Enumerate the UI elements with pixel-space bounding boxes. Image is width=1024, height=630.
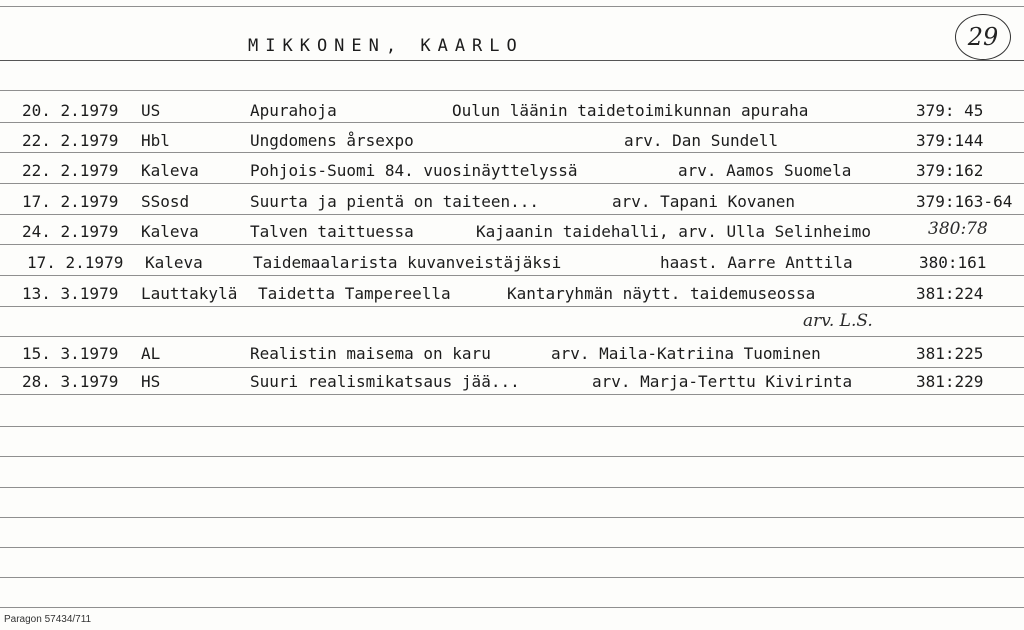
rule-line [0, 122, 1024, 123]
entry-date: 17. 2.1979 [22, 192, 119, 211]
entry-source: AL [141, 344, 161, 363]
rule-line [0, 244, 1024, 245]
entry-date: 20. 2.1979 [22, 101, 119, 120]
entry-date: 17. 2.1979 [27, 253, 124, 272]
rule-line [0, 275, 1024, 276]
entry-title: Suurta ja pientä on taiteen... [250, 192, 539, 211]
entry-date: 13. 3.1979 [22, 284, 119, 303]
entry-title: Taidemaalarista kuvanveistäjäksi [253, 253, 562, 272]
entry-ref: 380:161 [919, 253, 987, 272]
entry-ref: 379:163-64 [916, 192, 1013, 211]
entry-title: Apurahoja [250, 101, 337, 120]
rule-line [0, 367, 1024, 368]
entry-ref: 381:225 [916, 344, 984, 363]
rule-line [0, 152, 1024, 153]
entry-date: 22. 2.1979 [22, 131, 119, 150]
entry-source: HS [141, 372, 161, 391]
entry-note: haast. Aarre Anttila [660, 253, 853, 272]
entry-source: US [141, 101, 161, 120]
entry-title: Pohjois-Suomi 84. vuosinäyttelyssä [250, 161, 578, 180]
entry-ref: 379:144 [916, 131, 984, 150]
rule-line [0, 426, 1024, 427]
rule-line [0, 456, 1024, 457]
rule-line [0, 394, 1024, 395]
entry-date: 15. 3.1979 [22, 344, 119, 363]
entry-ref: 381:224 [916, 284, 984, 303]
entry-source: Kaleva [141, 161, 199, 180]
entry-source: Kaleva [141, 222, 199, 241]
entry-ref-handwritten: 380:78 [928, 219, 988, 239]
rule-line [0, 60, 1024, 61]
rule-line [0, 607, 1024, 608]
entry-note: Oulun läänin taidetoimikunnan apuraha [452, 101, 809, 120]
card-footer: Paragon 57434/711 [4, 614, 92, 625]
entry-source: Hbl [141, 131, 170, 150]
entry-source: Lauttakylä [141, 284, 238, 303]
rule-line [0, 547, 1024, 548]
entry-source: Kaleva [145, 253, 203, 272]
entry-title: Talven taittuessa [250, 222, 414, 241]
rule-line [0, 336, 1024, 337]
entry-note: Kantaryhmän näytt. taidemuseossa [507, 284, 816, 303]
entry-title: Taidetta Tampereella [258, 284, 451, 303]
entry-note: arv. Aamos Suomela [678, 161, 852, 180]
entry-source: SSosd [141, 192, 190, 211]
entry-date: 22. 2.1979 [22, 161, 119, 180]
entry-title: Ungdomens årsexpo [250, 131, 414, 150]
rule-line [0, 183, 1024, 184]
rule-line [0, 306, 1024, 307]
rule-line [0, 487, 1024, 488]
handwritten-note: arv. L.S. [803, 311, 873, 331]
entry-date: 24. 2.1979 [22, 222, 119, 241]
entry-title: Realistin maisema on karu [250, 344, 491, 363]
card-number-stamp: 29 [955, 14, 1011, 60]
rule-line [0, 90, 1024, 91]
entry-ref: 381:229 [916, 372, 984, 391]
entry-title: Suuri realismikatsaus jää... [250, 372, 520, 391]
entry-note: arv. Dan Sundell [624, 131, 779, 150]
entry-note: Kajaanin taidehalli, arv. Ulla Selinheimo [476, 222, 871, 241]
entry-ref: 379:162 [916, 161, 984, 180]
rule-line [0, 6, 1024, 7]
rule-line [0, 577, 1024, 578]
entry-note: arv. Tapani Kovanen [612, 192, 796, 211]
entry-ref: 379: 45 [916, 101, 984, 120]
rule-line [0, 517, 1024, 518]
entry-note: arv. Marja-Terttu Kivirinta [592, 372, 853, 391]
card-title: MIKKONEN, KAARLO [248, 36, 524, 56]
entry-note: arv. Maila-Katriina Tuominen [551, 344, 821, 363]
rule-line [0, 214, 1024, 215]
entry-date: 28. 3.1979 [22, 372, 119, 391]
